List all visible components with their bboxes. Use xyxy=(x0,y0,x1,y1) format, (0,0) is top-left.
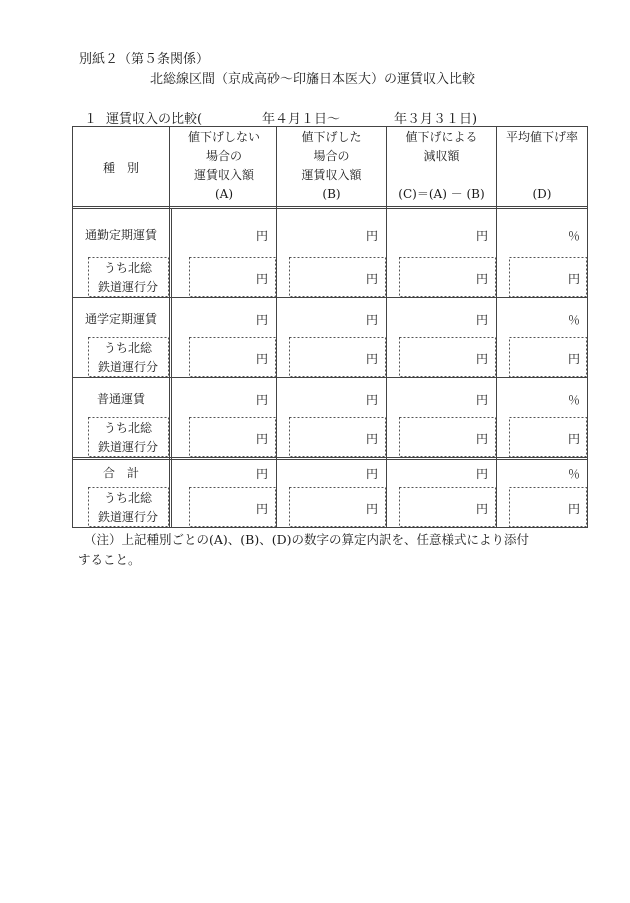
row-label-student-sub xyxy=(88,339,168,377)
row-label-regular-sub1: うち北総 xyxy=(103,421,152,435)
row-label-commuter-sub2: 鉄道運行分 xyxy=(97,280,158,294)
unit-yen: 円 xyxy=(255,467,268,481)
header-col-b xyxy=(277,128,386,204)
unit-yen: 円 xyxy=(365,352,378,366)
unit-yen: 円 xyxy=(475,313,488,327)
header-col-a-line1: 値下げしない xyxy=(187,130,260,144)
unit-yen: 円 xyxy=(475,467,488,481)
unit-yen: 円 xyxy=(475,352,488,366)
header-col-c xyxy=(387,128,496,204)
unit-yen: 円 xyxy=(365,272,378,286)
unit-yen: 円 xyxy=(255,352,268,366)
unit-yen: 円 xyxy=(365,432,378,446)
document-title: 北総線区間（京成高砂～印旛日本医大）の運賃収入比較 xyxy=(150,72,476,87)
header-col-c-spacer xyxy=(387,166,496,185)
header-col-d xyxy=(497,128,587,204)
header-col-c-line1: 値下げによる xyxy=(405,130,478,144)
row-label-regular-sub xyxy=(88,419,168,457)
unit-percent: ％ xyxy=(567,313,580,327)
header-col-b-code: (B) xyxy=(322,187,341,201)
form-label: 別紙２（第５条関係） xyxy=(79,52,210,67)
row-label-student: 通学定期運賃 xyxy=(84,312,157,326)
header-col-c-code: (C)＝(A) － (B) xyxy=(398,187,485,201)
unit-yen: 円 xyxy=(365,229,378,243)
row-label-total-sub1: うち北総 xyxy=(103,491,152,505)
unit-yen: 円 xyxy=(567,502,580,516)
unit-yen: 円 xyxy=(475,272,488,286)
header-type: 種 別 xyxy=(102,161,139,175)
header-col-d-spacer xyxy=(497,147,587,185)
section-number: １ xyxy=(84,112,98,127)
unit-percent: ％ xyxy=(567,467,580,481)
unit-yen: 円 xyxy=(255,272,268,286)
row-label-regular: 普通運賃 xyxy=(96,392,145,406)
note-line-2: すること。 xyxy=(78,552,141,567)
row-label-commuter: 通勤定期運賃 xyxy=(84,228,157,242)
row-label-student-sub2: 鉄道運行分 xyxy=(97,360,158,374)
row-label-total: 合 計 xyxy=(102,466,139,480)
unit-percent: ％ xyxy=(567,393,580,407)
unit-yen: 円 xyxy=(475,229,488,243)
row-label-commuter-sub1: うち北総 xyxy=(103,261,152,275)
header-col-b-line2: 場合の xyxy=(313,149,350,163)
unit-yen: 円 xyxy=(255,229,268,243)
section-title: 運賃収入の比較( xyxy=(106,112,203,127)
unit-yen: 円 xyxy=(475,432,488,446)
period-to: 年３月３１日) xyxy=(394,112,478,127)
row-label-student-sub1: うち北総 xyxy=(103,341,152,355)
unit-yen: 円 xyxy=(255,502,268,516)
header-col-a-code: (A) xyxy=(214,187,234,201)
row-label-commuter-sub xyxy=(88,259,168,297)
unit-yen: 円 xyxy=(365,502,378,516)
header-col-c-line2: 減収額 xyxy=(423,149,460,163)
unit-yen: 円 xyxy=(365,313,378,327)
header-col-d-code: (D) xyxy=(532,187,552,201)
unit-yen: 円 xyxy=(365,467,378,481)
unit-yen: 円 xyxy=(255,393,268,407)
header-col-a xyxy=(172,128,276,204)
unit-yen: 円 xyxy=(365,393,378,407)
unit-yen: 円 xyxy=(567,272,580,286)
period-from: 年４月１日～ xyxy=(262,112,341,127)
unit-yen: 円 xyxy=(567,352,580,366)
unit-yen: 円 xyxy=(475,393,488,407)
header-col-d-line1: 平均値下げ率 xyxy=(505,130,578,144)
row-label-regular-sub2: 鉄道運行分 xyxy=(97,440,158,454)
unit-percent: ％ xyxy=(567,229,580,243)
unit-yen: 円 xyxy=(255,313,268,327)
header-col-b-line1: 値下げした xyxy=(301,130,362,144)
header-col-a-line3: 運賃収入額 xyxy=(193,168,254,182)
unit-yen: 円 xyxy=(475,502,488,516)
unit-yen: 円 xyxy=(567,432,580,446)
row-label-total-sub xyxy=(88,489,168,527)
unit-yen: 円 xyxy=(255,432,268,446)
row-label-total-sub2: 鉄道運行分 xyxy=(97,510,158,524)
note-line-1: （注）上記種別ごとの(A)、(B)、(D)の数字の算定内訳を、任意様式により添付 xyxy=(84,532,529,547)
header-col-b-line3: 運賃収入額 xyxy=(301,168,362,182)
header-col-a-line2: 場合の xyxy=(205,149,242,163)
